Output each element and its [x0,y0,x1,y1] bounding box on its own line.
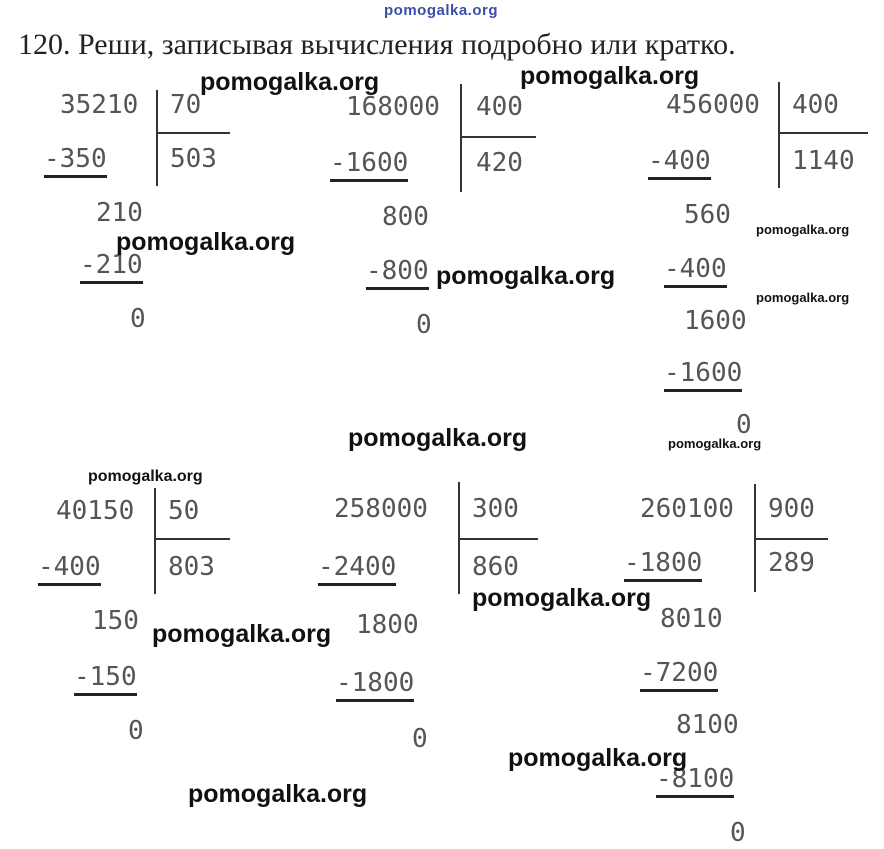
step-remainder: 8100 [676,710,739,740]
step-remainder: 560 [684,200,731,230]
watermark: pomogalka.org [116,228,296,256]
step-result: 0 [416,310,432,340]
quotient-line [458,538,538,540]
divisor: 900 [768,494,815,524]
step-result: 0 [730,818,746,848]
divisor: 400 [792,90,839,120]
step-subtrahend: -7200 [640,658,718,692]
watermark: pomogalka.org [508,744,688,772]
watermark: pomogalka.org [668,436,762,451]
division-bar [154,488,156,594]
quotient-line [778,132,868,134]
step-subtrahend: -800 [366,256,429,290]
step-result: 0 [128,716,144,746]
watermark: pomogalka.org [520,62,700,90]
step-subtrahend: -1600 [664,358,742,392]
watermark: pomogalka.org [88,468,203,485]
watermark: pomogalka.org [756,290,850,305]
step-subtrahend: -1800 [336,668,414,702]
watermark: pomogalka.org [348,424,528,452]
quotient: 803 [168,552,215,582]
dividend: 456000 [666,90,760,120]
watermark: pomogalka.org [188,780,368,808]
quotient: 420 [476,148,523,178]
divisor: 400 [476,92,523,122]
dividend: 258000 [334,494,428,524]
quotient: 860 [472,552,519,582]
step-subtrahend: -2400 [318,552,396,586]
watermark: pomogalka.org [756,222,850,237]
dividend: 40150 [56,496,135,526]
watermark: pomogalka.org [472,584,652,612]
site-header: pomogalka.org [384,2,499,19]
quotient-line [460,136,536,138]
step-subtrahend: -400 [38,552,101,586]
step-subtrahend: -210 [80,250,143,284]
step-remainder: 1800 [356,610,419,640]
quotient: 289 [768,548,815,578]
step-subtrahend: -400 [648,146,711,180]
quotient: 1140 [792,146,855,176]
task-title: 120. Реши, записывая вычисления подробно или кратко. [18,28,736,61]
step-subtrahend: -400 [664,254,727,288]
divisor: 70 [170,90,202,120]
watermark: pomogalka.org [436,262,616,290]
divisor: 50 [168,496,200,526]
step-remainder: 1600 [684,306,747,336]
quotient-line [154,538,230,540]
dividend: 168000 [346,92,440,122]
watermark: pomogalka.org [152,620,332,648]
watermark: pomogalka.org [200,68,380,96]
step-subtrahend: -1600 [330,148,408,182]
step-remainder: 8010 [660,604,723,634]
step-subtrahend: -8100 [656,764,734,798]
step-remainder: 800 [382,202,429,232]
step-subtrahend: -150 [74,662,137,696]
dividend: 260100 [640,494,734,524]
quotient-line [754,538,828,540]
step-remainder: 210 [96,198,143,228]
division-bar [778,82,780,188]
step-result: 0 [130,304,146,334]
quotient: 503 [170,144,217,174]
dividend: 35210 [60,90,139,120]
division-bar [156,90,158,186]
quotient-line [156,132,230,134]
step-result: 0 [412,724,428,754]
step-remainder: 150 [92,606,139,636]
divisor: 300 [472,494,519,524]
step-subtrahend: -1800 [624,548,702,582]
step-result: 0 [736,410,752,440]
division-bar [460,84,462,192]
step-subtrahend: -350 [44,144,107,178]
